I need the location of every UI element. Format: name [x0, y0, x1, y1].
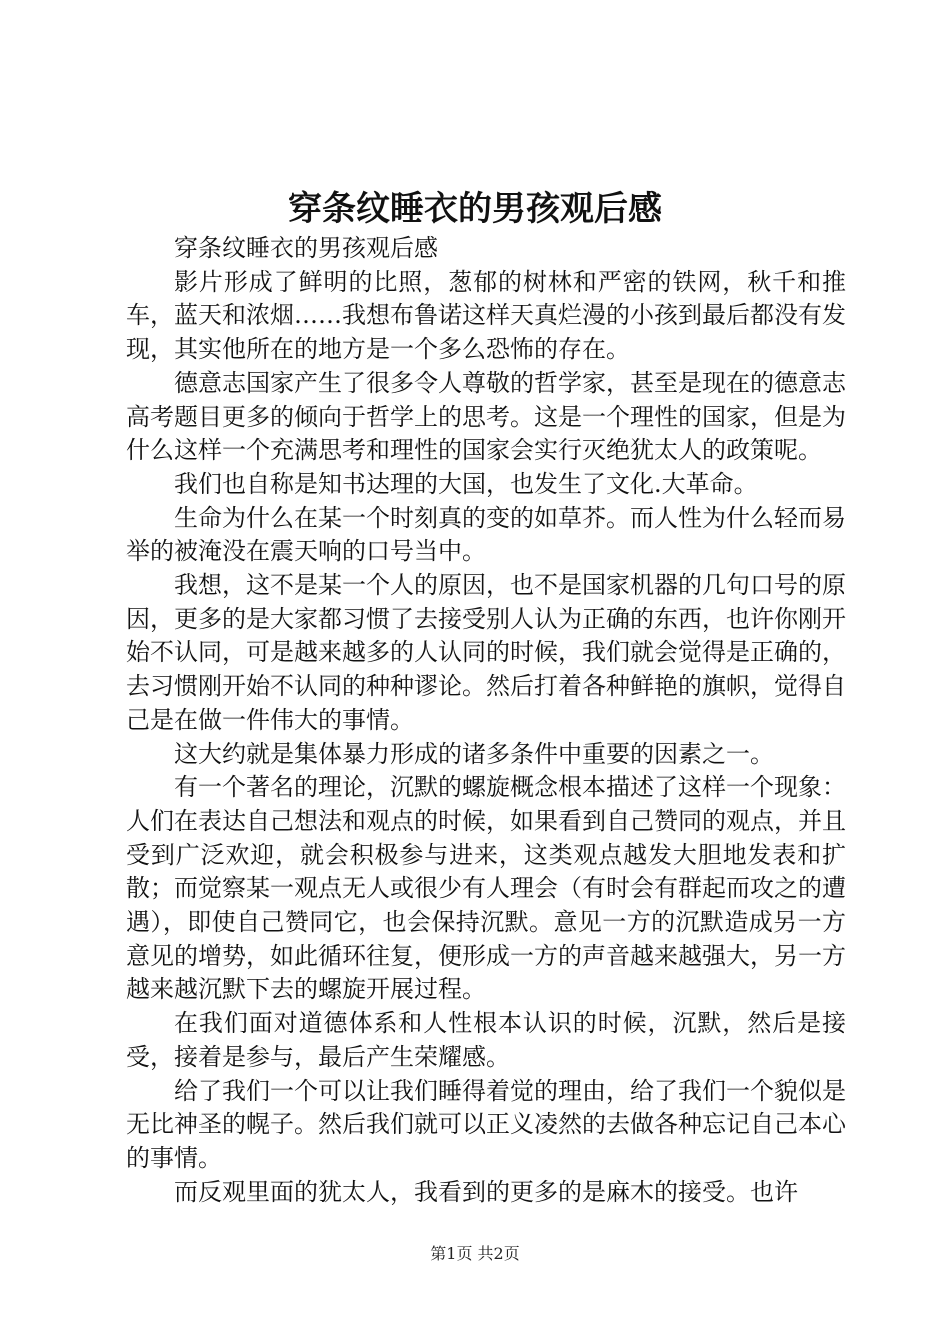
paragraph: 而反观里面的犹太人，我看到的更多的是麻木的接受。也许: [174, 1177, 798, 1206]
document-body: [126, 232, 846, 1209]
paragraph: 给了我们一个可以让我们睡得着觉的理由，给了我们一个貌似是无比神圣的幌子。然后我们就可以正义凌然的去做各种忘记自己本心的事情。: [126, 1076, 846, 1172]
paragraph: 穿条纹睡衣的男孩观后感: [174, 234, 438, 262]
paragraph: 德意志国家产生了很多令人尊敬的哲学家，甚至是现在的德意志高考题目更多的倾向于哲学上的思考。这是一个理性的国家，但是为什么这样一个充满思考和理性的国家会实行灭绝犹太人的政策呢。: [126, 368, 846, 465]
paragraph: 我们也自称是知书达理的大国，也发生了文化.大革命。: [174, 469, 758, 498]
paragraph: 有一个著名的理论，沉默的螺旋概念根本描述了这样一个现象：人们在表达自己想法和观点的时候，如果看到自己赞同的观点，并且受到广泛欢迎，就会积极参与进来，这类观点越发大胆地发表和扩散；而觉察某一观点无人或很少有人理会（有时会有群起而攻之的遭遇），即使自己赞同它，也会保持沉默。意见一方的沉默造成另一方意见的增势，如此循环往复，便形成一方的声音越来越强大，另一方越来越沉默下去的螺旋开展过程。: [126, 773, 846, 1004]
paragraph: 在我们面对道德体系和人性根本认识的时候，沉默，然后是接受，接着是参与，最后产生荣耀感。: [126, 1009, 846, 1071]
page-footer: 第1页 共2页: [430, 1244, 520, 1263]
paragraph: 这大约就是集体暴力形成的诸多条件中重要的因素之一。: [174, 739, 774, 768]
paragraph: 影片形成了鲜明的比照，葱郁的树林和严密的铁网，秋千和推车，蓝天和浓烟……我想布鲁诺这样天真烂漫的小孩到最后都没有发现，其实他所在的地方是一个多么恐怖的存在。: [126, 267, 846, 364]
paragraph: 我想，这不是某一个人的原因，也不是国家机器的几句口号的原因，更多的是大家都习惯了去接受别人认为正确的东西，也许你刚开始不认同，可是越来越多的人认同的时候，我们就会觉得是正确的，去习惯刚开始不认同的种种谬论。然后打着各种鲜艳的旗帜，觉得自己是在做一件伟大的事情。: [126, 571, 846, 734]
document-title: 穿条纹睡衣的男孩观后感: [288, 189, 662, 229]
paragraph: 生命为什么在某一个时刻真的变的如草芥。而人性为什么轻而易举的被淹没在震天响的口号当中。: [126, 503, 846, 566]
